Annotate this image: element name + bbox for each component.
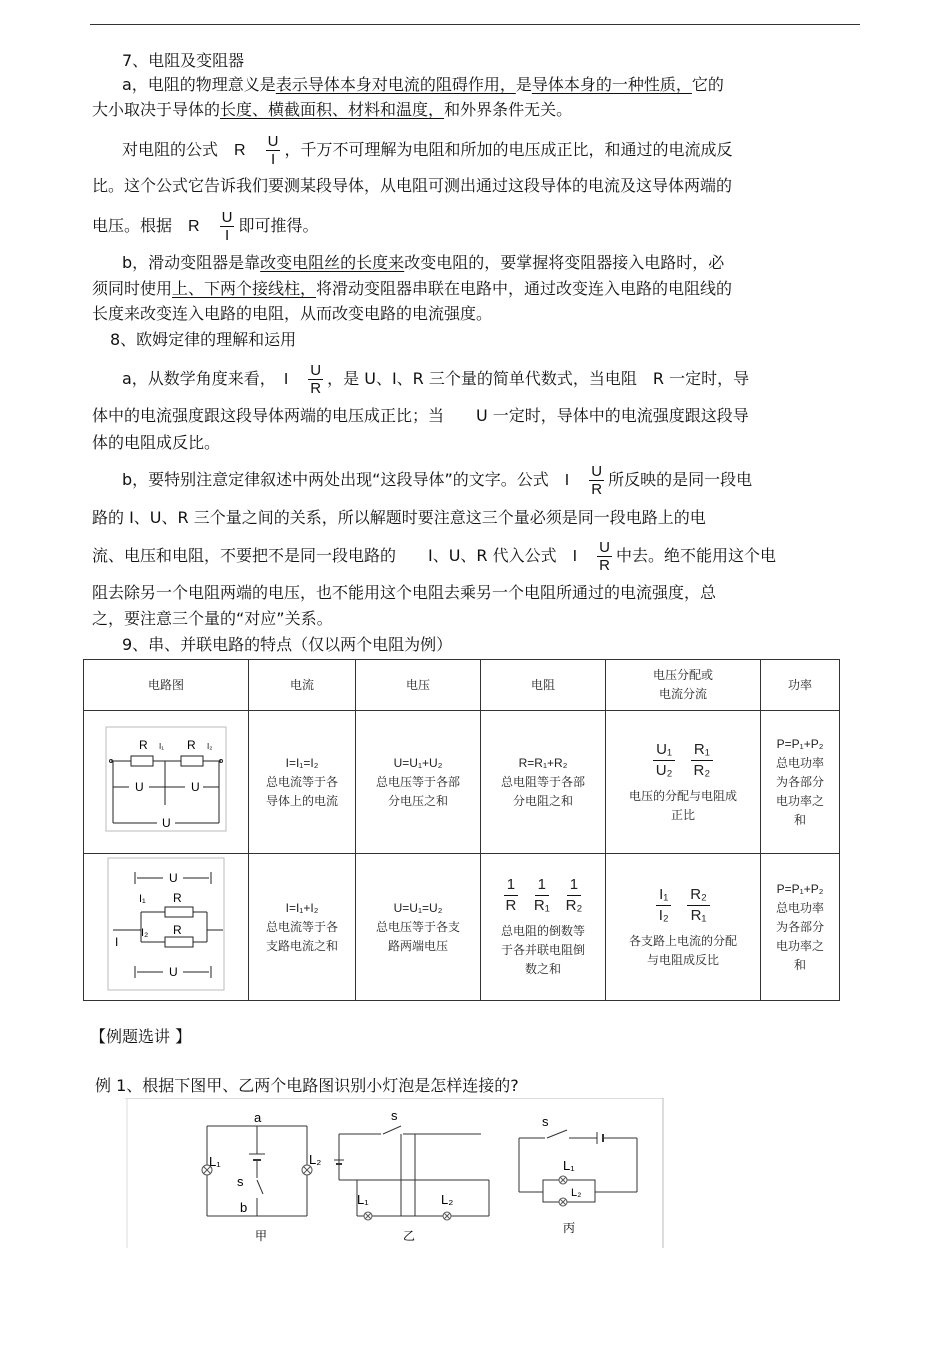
parallel-circuit-diagram (107, 856, 225, 992)
s8-a-line3: 体的电阻成反比。 (92, 433, 221, 452)
header-current: 电流 (249, 660, 356, 711)
examples-heading: 【例题选讲 】 (90, 1027, 192, 1046)
series-label-r2: R (187, 738, 196, 752)
series-resistance-cell (481, 711, 606, 854)
example-1-figures (125, 1098, 665, 1250)
s7-a-line1: a，电阻的物理意义是表示导体本身对电流的阻碍作用，是导体本身的一种性质，它的 (122, 75, 724, 94)
parallel-label-i1: I₁ (139, 893, 146, 905)
header-voltage: 电压 (356, 660, 481, 711)
parallel-ratio-desc: 各支路上电流的分配 与电阻成反比 (628, 933, 737, 967)
series-distribution-cell (606, 711, 761, 854)
s8-b-line1: b，要特别注意定律叙述中两处出现“这段导体”的文字。公式 I $\frac{U}{R}$ 所反映的是同一段电 (122, 463, 753, 498)
s8-b-line5: 之，要注意三个量的“对应”关系。 (92, 609, 333, 628)
bing-label-s: s (542, 1114, 549, 1129)
s7-formula-line3: 电压。根据 R $\frac{U}{I}$ 即可推得。 (92, 209, 319, 244)
s7-formula-line1: 对电阻的公式 R $\frac{U}{I}$ ，千万不可理解为电阻和所加的电压成正比，和通过的电流成反 (122, 133, 733, 168)
series-ratio-eq: $\frac{\text{U₁}}{\text{U₂}}$ $\frac{\text{R₁}}{\text{R₂}}$ (610, 740, 756, 781)
parallel-current-desc: 总电流等于各 支路电流之和 (265, 919, 338, 953)
fraction-u-over-i: $\frac{U}{I}$ (221, 209, 233, 244)
yi-label-l2: L₂ (441, 1192, 454, 1207)
top-rule (90, 24, 860, 25)
circuit-yi (334, 1108, 489, 1243)
parallel-resistance-eq: $\frac{1}{R}$ $\frac{1}{\text{R₁}}$ $\frac{1}{\text{R₂}}$ (505, 876, 583, 914)
series-label-u2: U (191, 780, 200, 794)
s7-b-line3: 长度来改变连入电路的电阻，从而改变电路的电流强度。 (92, 304, 493, 323)
jia-label-l1: L₁ (209, 1154, 221, 1169)
header-distribution: 电压分配或 电流分流 (606, 660, 761, 711)
jia-caption: 甲 (255, 1229, 268, 1243)
circuit-characteristics-table (83, 659, 840, 1001)
series-ratio-desc: 电压的分配与电阻成 正比 (628, 788, 737, 822)
series-power-desc: 总电功率 为各部分 电功率之 和 (775, 755, 824, 827)
parallel-ratio-eq: $\frac{\text{I₁}}{\text{I₂}}$ $\frac{\text{R₂}}{\text{R₁}}$ (610, 885, 756, 926)
series-label-r1: R (139, 738, 148, 752)
header-power: 功率 (761, 660, 840, 711)
parallel-power-desc: 总电功率 为各部分 电功率之 和 (775, 900, 824, 972)
series-current-cell (249, 711, 356, 854)
fraction-u-over-i: $\frac{U}{I}$ (267, 133, 279, 168)
circuit-jia (202, 1110, 321, 1243)
parallel-power-cell (761, 854, 840, 1001)
parallel-label-i2: I₂ (141, 927, 149, 939)
s8-b-line2: 路的 I、U、R 三个量之间的关系，所以解题时要注意这三个量必须是同一段电路上的电 (92, 508, 706, 527)
series-diagram-cell (84, 711, 249, 854)
section-7-title: 7、电阻及变阻器 (122, 51, 245, 70)
parallel-current-eq: I=I₁+I₂ (285, 900, 319, 915)
yi-caption: 乙 (403, 1229, 416, 1243)
jia-label-a: a (254, 1110, 262, 1125)
parallel-current-cell (249, 854, 356, 1001)
parallel-voltage-desc: 总电压等于各支 路两端电压 (375, 919, 460, 953)
parallel-voltage-eq: U=U₁=U₂ (393, 900, 443, 915)
series-power-cell (761, 711, 840, 854)
section-9-title: 9、串、并联电路的特点（仅以两个电阻为例） (122, 635, 453, 654)
fraction-u-over-r: $\frac{U}{R}$ (599, 539, 610, 574)
series-power-eq: P=P₁+P₂ (776, 736, 824, 751)
s8-a-line1: a，从数学角度来看， I $\frac{U}{R}$ ，是 U、I、R 三个量的简单代数式，当电阻 R 一定时，导 (122, 362, 750, 397)
s8-a-line2: 体中的电流强度跟这段导体两端的电压成正比；当 U 一定时，导体中的电流强度跟这段导 (92, 406, 749, 425)
parallel-label-u-bottom: U (169, 965, 178, 979)
series-voltage-desc: 总电压等于各部 分电压之和 (375, 774, 460, 808)
table-row-series (84, 711, 840, 854)
series-label-u: U (162, 816, 171, 830)
yi-label-s: s (391, 1108, 398, 1123)
series-label-u1: U (135, 780, 144, 794)
series-label-i1: I₁ (159, 742, 164, 751)
table-header-row (84, 660, 840, 711)
s7-a-line2: 大小取决于导体的长度、横截面积、材料和温度，和外界条件无关。 (92, 100, 573, 119)
fraction-u-over-r: $\frac{U}{R}$ (591, 463, 603, 498)
parallel-resistance-desc: 总电阻的倒数等 于各并联电阻倒 数之和 (500, 924, 585, 976)
circuit-bing (519, 1114, 637, 1235)
s8-b-line4: 阻去除另一个电阻两端的电压，也不能用这个电阻去乘另一个电阻所通过的电流强度，总 (92, 583, 717, 602)
parallel-diagram-cell (84, 854, 249, 1001)
series-circuit-diagram (105, 725, 227, 833)
table-row-parallel (84, 854, 840, 1001)
fraction-u-over-r: $\frac{U}{R}$ (310, 362, 322, 397)
s7-b-line1: b，滑动变阻器是靠改变电阻丝的长度来改变电阻的，要掌握将变阻器接入电路时，必 (122, 253, 725, 272)
bing-label-l1: L₁ (563, 1158, 575, 1173)
parallel-voltage-cell (356, 854, 481, 1001)
yi-label-l1: L₁ (357, 1192, 369, 1207)
series-voltage-cell (356, 711, 481, 854)
s7-b-line2: 须同时使用上、下两个接线柱，将滑动变阻器串联在电路中，通过改变连入电路的电阻线的 (92, 279, 733, 298)
parallel-power-eq: P=P₁+P₂ (776, 881, 824, 896)
jia-label-b: b (240, 1200, 248, 1215)
parallel-label-i: I (115, 935, 119, 949)
series-current-desc: 总电流等于各 导体上的电流 (265, 774, 338, 808)
series-voltage-eq: U=U₁+U₂ (393, 755, 443, 770)
bing-caption: 丙 (563, 1221, 576, 1235)
jia-label-s: s (237, 1174, 244, 1189)
header-resistance: 电阻 (481, 660, 606, 711)
series-resistance-eq: R=R₁+R₂ (518, 755, 568, 770)
parallel-resistance-cell (481, 854, 606, 1001)
parallel-distribution-cell (606, 854, 761, 1001)
jia-label-l2: L₂ (309, 1152, 322, 1167)
header-diagram: 电路图 (84, 660, 249, 711)
s8-b-line3: 流、电压和电阻，不要把不是同一段电路的 I、U、R 代入公式 I $\frac{U}{R}$ 中去。绝不能用这个电 (92, 539, 776, 574)
s7-formula-line2: 比。这个公式它告诉我们要测某段导体，从电阻可测出通过这段导体的电流及这导体两端的 (92, 176, 733, 195)
bing-label-l2: L₂ (571, 1187, 582, 1199)
example-1-question: 例 1、根据下图甲、乙两个电路图识别小灯泡是怎样连接的? (95, 1076, 519, 1095)
parallel-label-r1: R (173, 891, 182, 905)
series-label-i2: I₂ (207, 742, 213, 751)
parallel-label-r2: R (173, 923, 182, 937)
series-resistance-desc: 总电阻等于各部 分电阻之和 (500, 774, 585, 808)
parallel-label-u-top: U (169, 871, 178, 885)
section-8-title: 8、欧姆定律的理解和运用 (110, 330, 297, 349)
series-current-eq: I=I₁=I₂ (285, 755, 319, 770)
